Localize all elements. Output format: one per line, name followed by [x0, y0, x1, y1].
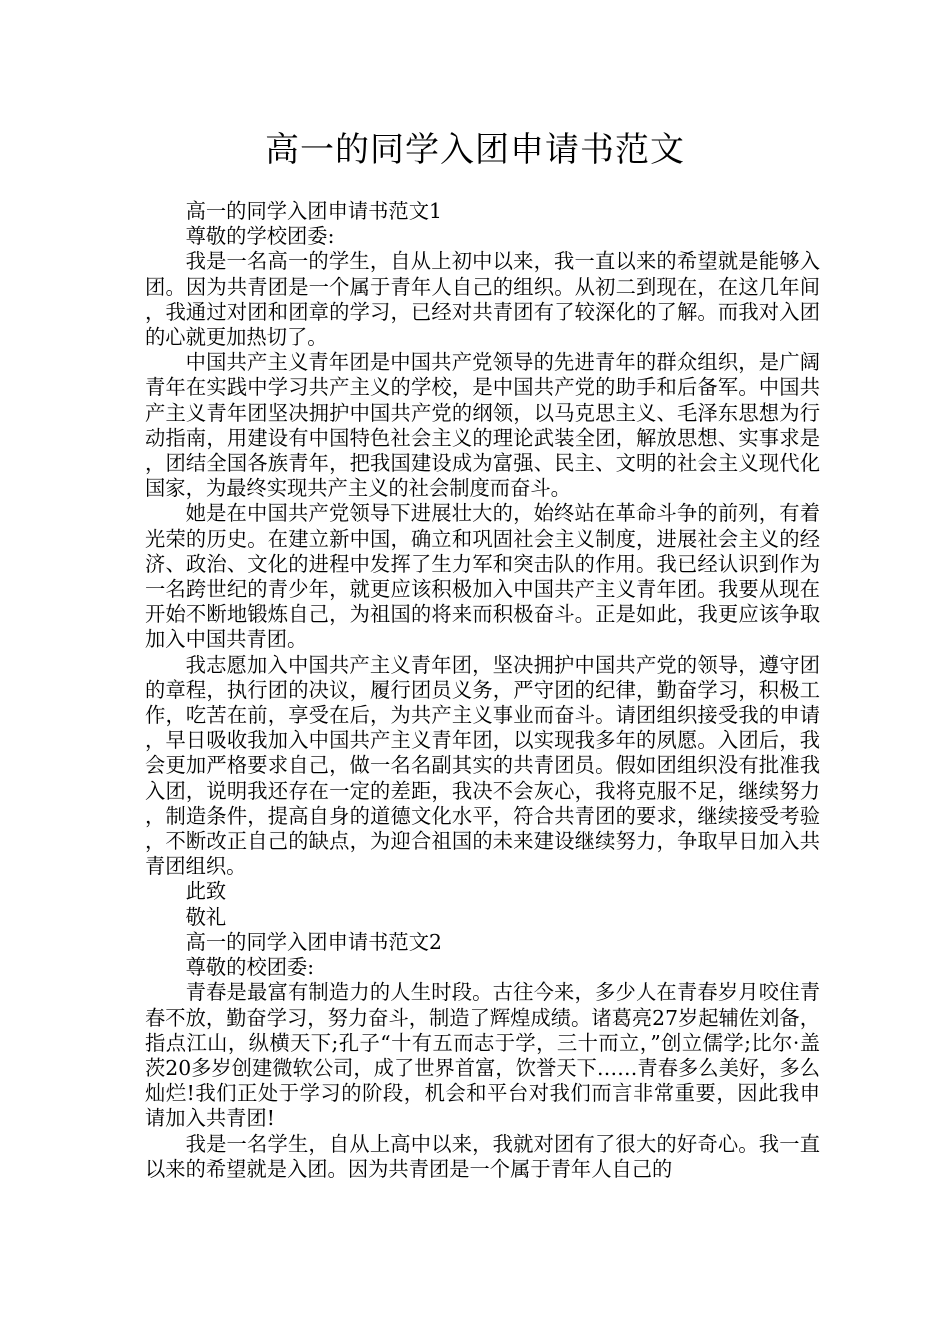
document-paragraph: 我是一名高一的学生，自从上初中以来，我一直以来的希望就是能够入团。因为共青团是一个属于青年人自己的组织。从初二到现在，在这几年间，我通过对团和团章的学习，已经对共青团有了较深化的了解。而我对入团的心就更加热切了。: [145, 249, 820, 350]
document-paragraph: 她是在中国共产党领导下进展壮大的，始终站在革命斗争的前列，有着光荣的历史。在建立新中国，确立和巩固社会主义制度，进展社会主义的经济、政治、文化的进程中发挥了生力军和突击队的作用。我已经认识到作为一名跨世纪的青少年，就更应该积极加入中国共产主义青年团。我要从现在开始不断地锻炼自己，为祖国的将来而积极奋斗。正是如此，我更应该争取加入中国共青团。: [145, 501, 820, 652]
document-paragraph: 中国共产主义青年团是中国共产党领导的先进青年的群众组织，是广阔青年在实践中学习共产主义的学校，是中国共产党的助手和后备军。中国共产主义青年团坚决拥护中国共产党的纲领，以马克思主义、毛泽东思想为行动指南，用建设有中国特色社会主义的理论武装全团，解放思想、实事求是，团结全国各族青年，把我国建设成为富强、民主、文明的社会主义现代化国家，为最终实现共产主义的社会制度而奋斗。: [145, 350, 820, 501]
document-line: 高一的同学入团申请书范文1: [185, 199, 442, 223]
document-paragraph: 青春是最富有制造力的人生时段。古往今来，多少人在青春岁月咬住青春不放，勤奋学习，努力奋斗，制造了辉煌成绩。诸葛亮27岁起辅佐刘备，指点江山，纵横天下;孔子“十有五而志于学，三十而立，”创立儒学;比尔·盖茨20多岁创建微软公司，成了世界首富，饮誉天下……青春多么美好，多么灿烂!我们正处于学习的阶段，机会和平台对我们而言非常重要，因此我申请加入共青团!: [145, 980, 820, 1131]
document-line: 此致: [185, 879, 227, 904]
document-line: 尊敬的学校团委:: [185, 224, 335, 249]
document-title: 高一的同学入团申请书范文: [265, 130, 685, 170]
document-paragraph: 我志愿加入中国共产主义青年团，坚决拥护中国共产党的领导，遵守团的章程，执行团的决议，履行团员义务，严守团的纪律，勤奋学习，积极工作，吃苦在前，享受在后，为共产主义事业而奋斗。请团组织接受我的申请，早日吸收我加入中国共产主义青年团，以实现我多年的夙愿。入团后，我会更加严格要求自己，做一名名副其实的共青团员。假如团组织没有批准我入团，说明我还存在一定的差距，我决不会灰心，我将克服不足，继续努力，制造条件，提高自身的道德文化水平，符合共青团的要求，继续接受考验，不断改正自己的缺点，为迎合祖国的未来建设继续努力，争取早日加入共青团组织。: [145, 652, 820, 879]
document-paragraph: 我是一名学生，自从上高中以来，我就对团有了很大的好奇心。我一直以来的希望就是入团。因为共青团是一个属于青年人自己的: [145, 1131, 820, 1181]
document-line: 敬礼: [185, 904, 227, 929]
document-line: 尊敬的校团委:: [185, 955, 315, 980]
document-body: [145, 199, 820, 1182]
document-line: 高一的同学入团申请书范文2: [185, 929, 442, 954]
